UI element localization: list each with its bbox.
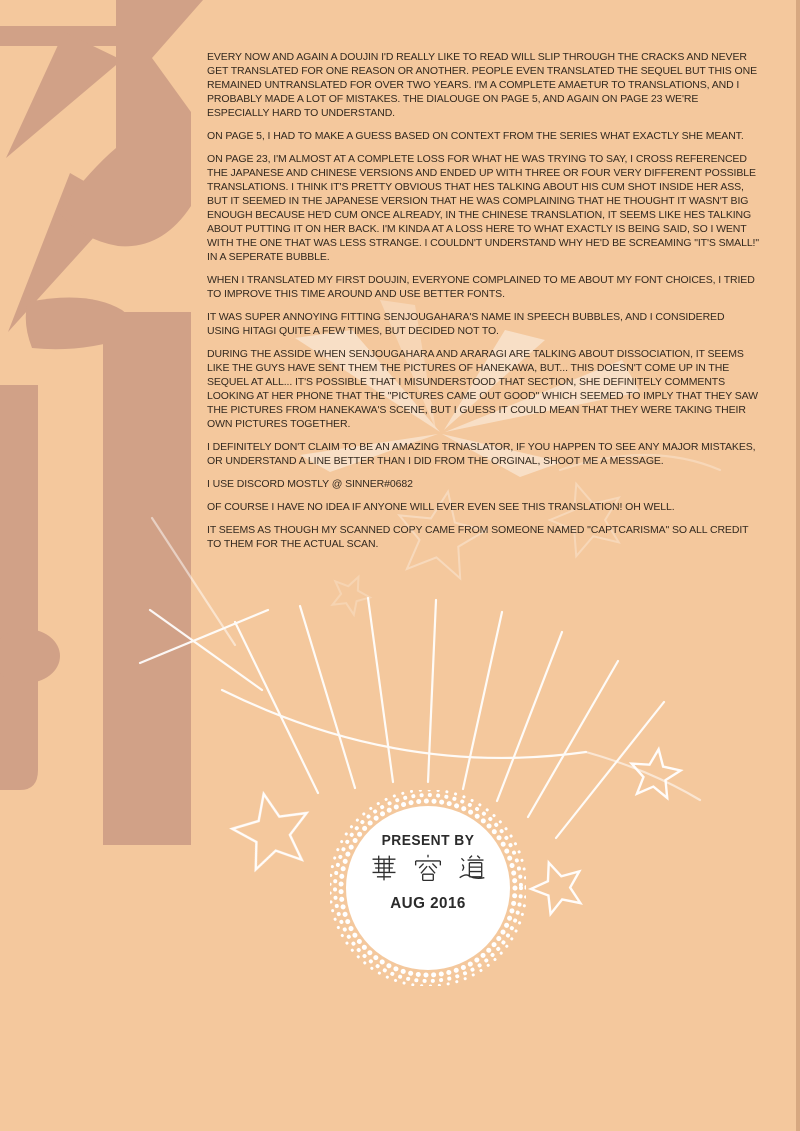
star-doodle	[226, 786, 315, 873]
circle-name-kanji	[330, 853, 526, 889]
star-doodle	[326, 569, 376, 618]
kanji-hana	[369, 853, 399, 883]
publication-date: AUG 2016	[390, 895, 466, 912]
circle-badge	[330, 790, 526, 986]
translator-note	[207, 50, 759, 560]
kanji-dou	[457, 853, 487, 883]
star-doodle	[628, 746, 684, 799]
note-paragraph: EVERY NOW AND AGAIN A DOUJIN I'D REALLY LIKE TO READ WILL SLIP THROUGH THE CRACKS AND NEVER GET TRANSLATED FOR ONE REASON OR ANOTHER. PEOPLE EVEN TRANSLATED THE SEQUEL BUT THIS ONE REMAINED UNTRANSLATED FOR OVER TWO YEARS. I'M A COMPLETE AMAETUR TO TRANSLATIONS, AND I PROBABLY MADE A LOT OF MISTAKES. THE DIALOUGE ON PAGE 5, AND AGAIN ON PAGE 23 WE'RE ESPECIALLY HARD TO UNDERSTAND.	[207, 51, 757, 119]
note-paragraph: I DEFINITELY DON'T CLAIM TO BE AN AMAZING TRNASLATOR, IF YOU HAPPEN TO SEE ANY MAJOR MISTAKES, OR UNDERSTAND A LINE BETTER THAN I DID FROM THE ORGINAL, SHOOT ME A MESSAGE.	[207, 441, 756, 467]
circle-name-text	[492, 853, 493, 854]
note-paragraph: DURING THE ASSIDE WHEN SENJOUGAHARA AND ARARAGI ARE TALKING ABOUT DISSOCIATION, IT SEEMS LIKE THE GUYS HAVE SENT THEM THE PICTURES OF HANEKAWA, BUT... THIS DOESN'T COME UP IN THE SEQUEL AT ALL... IT'S POSSIBLE THAT I MISUNDERSTOOD THAT SECTION, SHE DEFINITELY COMMENTS LOOKING AT HER PHONE THAT THE "PICTURES CAME OUT GOOD" WHICH SEEMED TO IMPLY THAT THEY SAW THE PICTURES FROM HANEKAWA'S SCENE, BUT I GUESS IT COULD MEAN THAT THEY WERE TAKING THEIR OWN PICTURES TOGETHER.	[207, 348, 758, 430]
note-paragraph: WHEN I TRANSLATED MY FIRST DOUJIN, EVERYONE COMPLAINED TO ME ABOUT MY FONT CHOICES, I TRIED TO IMPROVE THIS TIME AROUND AND USE BETTER FONTS.	[207, 274, 755, 300]
note-paragraph: ON PAGE 5, I HAD TO MAKE A GUESS BASED ON CONTEXT FROM THE SERIES WHAT EXACTLY SHE MEANT.	[207, 130, 744, 142]
note-paragraph: IT WAS SUPER ANNOYING FITTING SENJOUGAHARA'S NAME IN SPEECH BUBBLES, AND I CONSIDERED USING HITAGI QUITE A FEW TIMES, BUT DECIDED NOT TO.	[207, 311, 725, 337]
kanji-you	[413, 853, 443, 883]
star-doodle	[525, 854, 590, 917]
note-paragraph: OF COURSE I HAVE NO IDEA IF ANYONE WILL EVER EVEN SEE THIS TRANSLATION! OH WELL.	[207, 501, 675, 513]
present-by-label: PRESENT BY	[381, 832, 475, 849]
note-paragraph: ON PAGE 23, I'M ALMOST AT A COMPLETE LOSS FOR WHAT HE WAS TRYING TO SAY, I CROSS REFERENCED THE JAPANESE AND CHINESE VERSIONS AND ENDED UP WITH THREE OR FOUR VERY DIFFERENT POSSIBLE TRANSLATIONS. I THINK IT'S PRETTY OBVIOUS THAT HES TALKING ABOUT HIS CUM SHOT INSIDE HER ASS, BUT IT SEEMED IN THE JAPANESE VERSION THAT HE WAS COMPLAINING THAT HE THOUGHT IT WASN'T BIG ENOUGH BECAUSE HE'D CUM ONCE ALREADY, IN THE CHINESE TRANSLATION, IT SEEMS LIKE HES TALKING ABOUT PUTTING IT ON HER BACK. I'M KINDA AT A LOSS HERE TO WHAT EXACTLY IS BEING SAID, SO I WENT WITH THE ONE THAT WAS LESS STRANGE. I COULDN'T UNDERSTAND WHY HE'D BE SCREAMING "IT'S SMALL!" IN A SEPERATE BUBBLE.	[207, 153, 759, 263]
note-paragraph: I USE DISCORD MOSTLY @ SINNER#0682	[207, 478, 413, 490]
note-paragraph: IT SEEMS AS THOUGH MY SCANNED COPY CAME FROM SOMEONE NAMED "CAPTCARISMA" SO ALL CREDIT TO THEM FOR THE ACTUAL SCAN.	[207, 524, 749, 550]
